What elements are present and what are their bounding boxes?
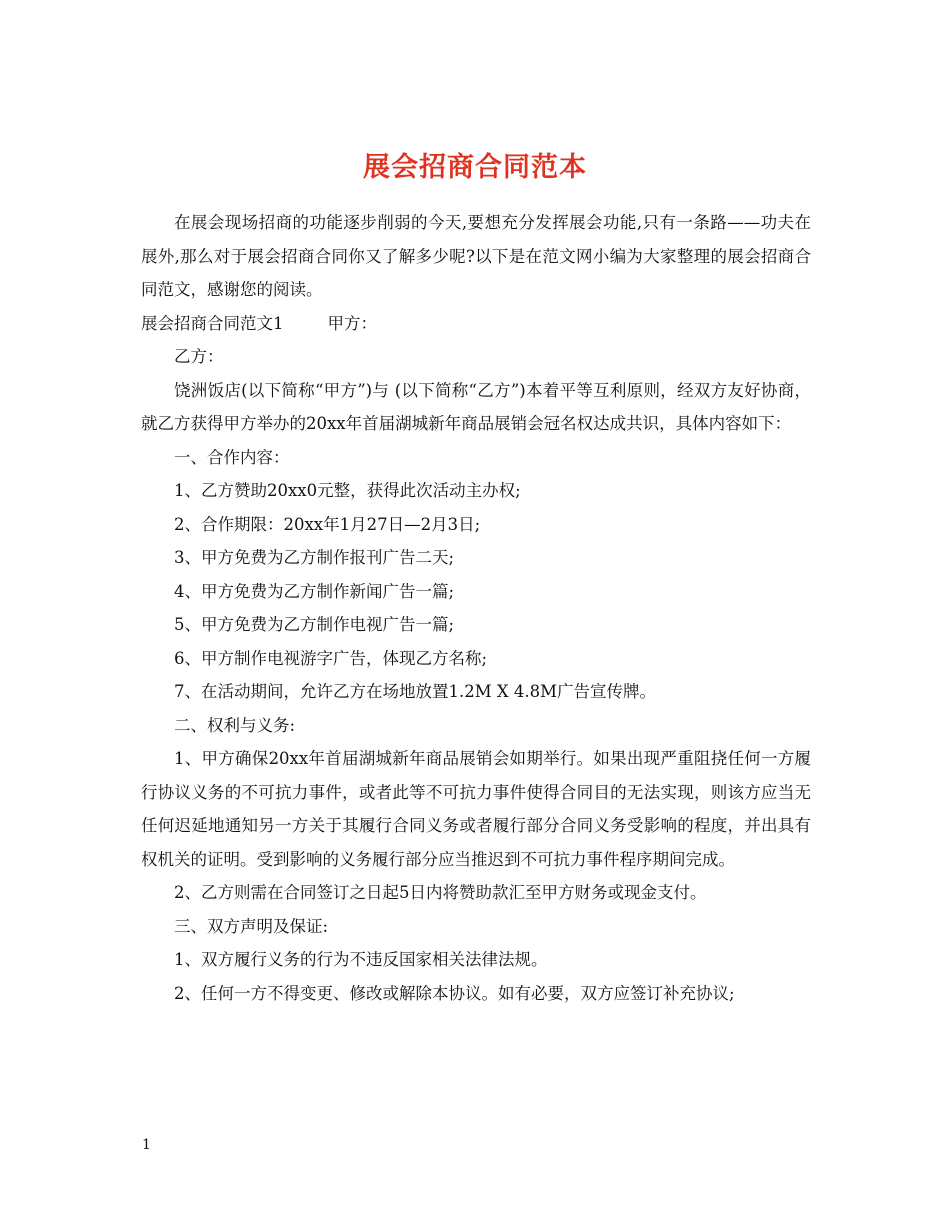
document-title: 展会招商合同范本 <box>363 152 587 184</box>
section-heading: 三、双方声明及保证: <box>174 916 329 936</box>
document-body <box>141 206 811 1010</box>
list-item: 4、甲方免费为乙方制作新闻广告一篇; <box>174 581 455 601</box>
list-item: 1、双方履行义务的行为不违反国家相关法律法规。 <box>174 950 548 969</box>
list-item: 3、甲方免费为乙方制作报刊广告二天; <box>174 548 455 567</box>
page-number: 1 <box>142 1137 151 1153</box>
party-a-label: 甲方： <box>327 313 377 333</box>
section-heading: 一、合作内容： <box>174 447 290 467</box>
list-item: 2、乙方则需在合同签订之日起5日内将赞助款汇至甲方财务或现金支付。 <box>174 883 707 902</box>
section-heading: 二、权利与义务: <box>174 715 296 735</box>
intro-paragraph: 在展会现场招商的功能逐步削弱的今天,要想充分发挥展会功能,只有一条路——功夫在展外,那么对于展会招商合同你又了解多少呢?以下是在范文网小编为大家整理的展会招商合同范文，感谢您的阅读。 <box>141 213 811 299</box>
list-item: 2、合作期限：20xx年1月27日—2月3日; <box>174 514 481 534</box>
sample-heading: 展会招商合同范文1 <box>141 313 284 333</box>
preamble-paragraph: 饶洲饭店(以下简称“甲方”)与 (以下简称“乙方”)本着平等互利原则，经双方友好协商，就乙方获得甲方举办的20xx年首届湖城新年商品展销会冠名权达成共识，具体内容如下： <box>141 380 811 433</box>
list-item: 5、甲方免费为乙方制作电视广告一篇; <box>174 615 455 634</box>
party-b-label: 乙方： <box>174 347 224 366</box>
list-item: 6、甲方制作电视游字广告，体现乙方名称; <box>174 648 488 668</box>
list-item: 2、任何一方不得变更、修改或解除本协议。如有必要，双方应签订补充协议; <box>174 983 735 1003</box>
sample-heading-line <box>141 307 811 341</box>
list-item: 7、在活动期间，允许乙方在场地放置1.2M X 4.8M广告宣传牌。 <box>174 682 657 701</box>
list-item: 1、乙方赞助20xx0元整，获得此次活动主办权; <box>174 481 521 500</box>
list-item: 1、甲方确保20xx年首届湖城新年商品展销会如期举行。如果出现严重阻挠任何一方履行协议义务的不可抗力事件，或者此等不可抗力事件使得合同目的无法实现，则该方应当无任何迟延地通知另一方关于其履行合同义务或者履行部分合同义务受影响的程度，并出具有权机关的证明。受到影响的义务履行部分应当推迟到不可抗力事件程序期间完成。 <box>141 749 811 869</box>
